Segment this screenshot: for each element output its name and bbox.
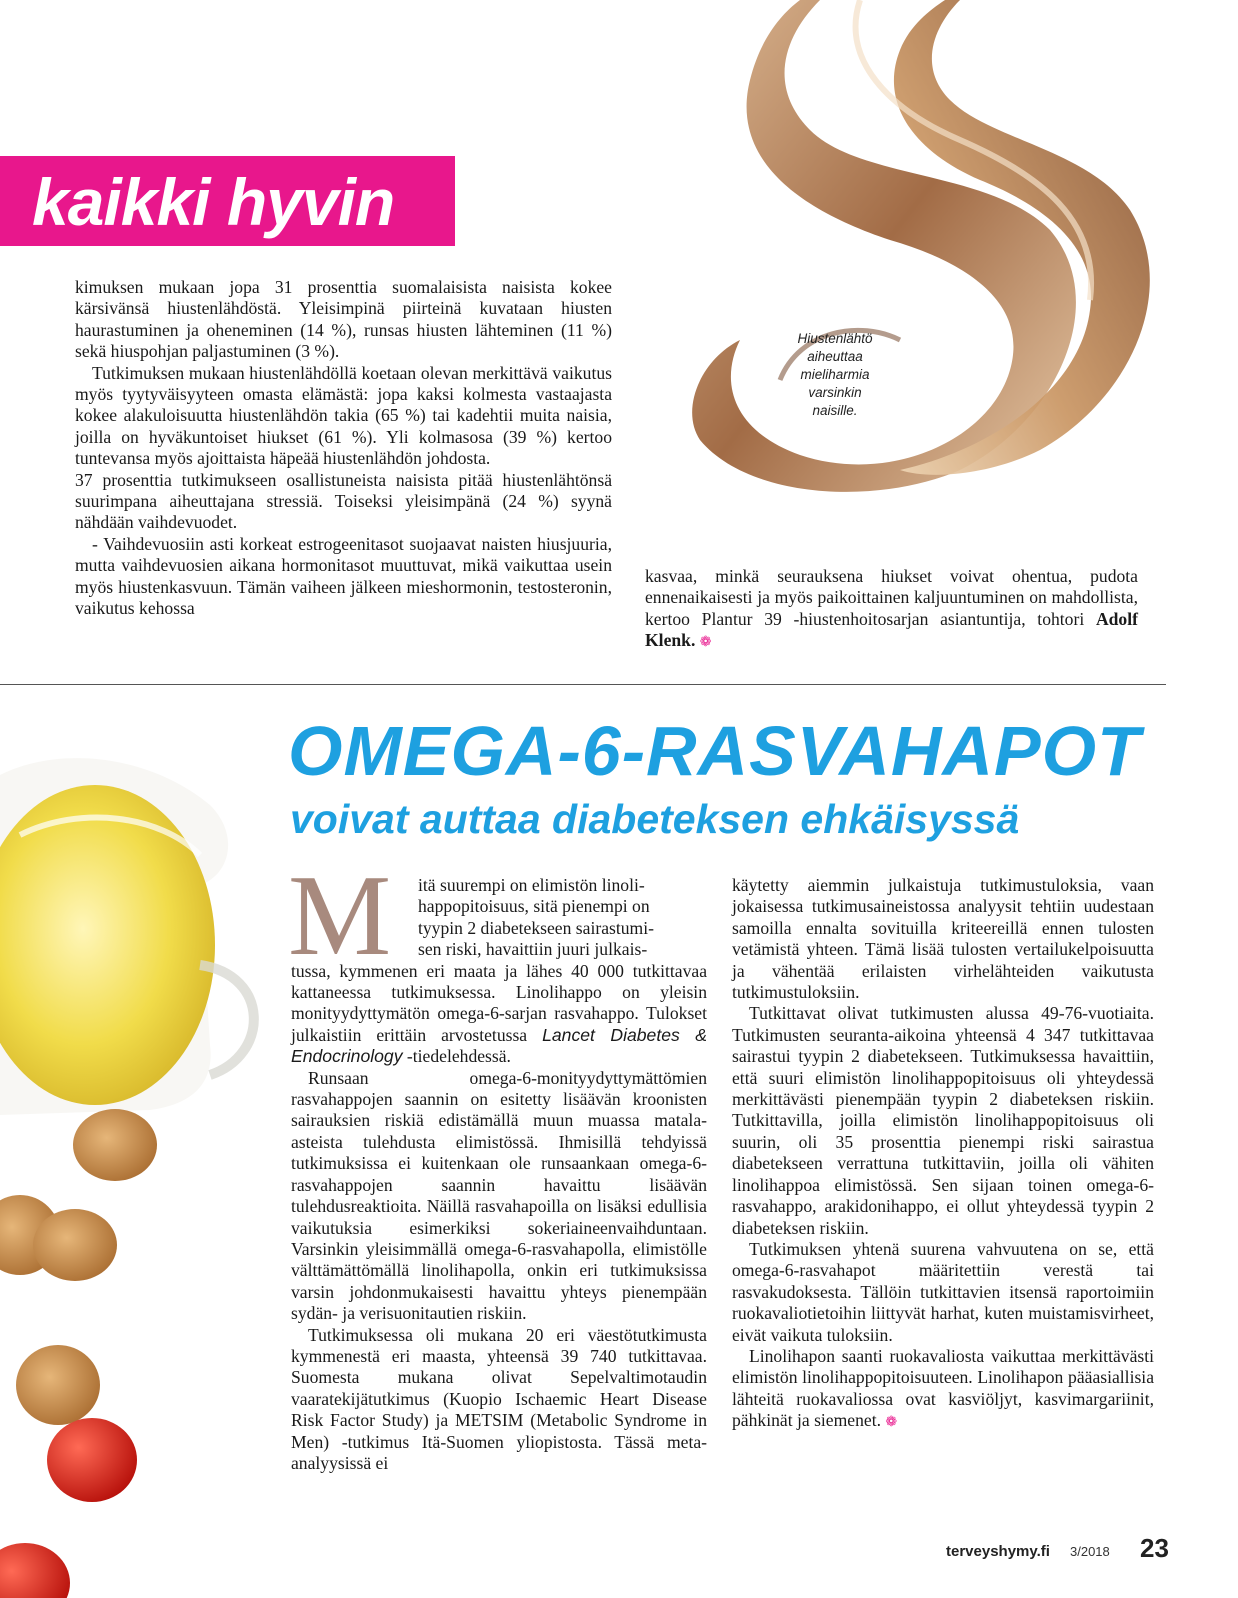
- paragraph-text: Linolihapon saanti ruokavaliosta vaikuttaa merkittävästi elimistön linolihappopitoisuuteen. Linolihapon pääasiallisia lähteitä ruokavaliossa ovat kasviöljyt, kasvimargariinit, pähkinät ja siemenet.: [732, 1345, 1154, 1431]
- footer-site: terveyshymy.fi: [946, 1543, 1050, 1560]
- paragraph: kimuksen mukaan jopa 31 prosenttia suomalaisista naisista kokee kärsivänsä hiustenlähdöstä. Yleisimpinä piirteinä kuvataan hiusten haurastuminen ja oheneminen (14 %), runsas hiusten lähteminen (11 %) sekä hiuspohjan paljastuminen (3 %).: [75, 277, 612, 362]
- drop-cap: M: [288, 852, 392, 980]
- article-subheadline: voivat auttaa diabeteksen ehkäisyssä: [290, 796, 1020, 842]
- paragraph: [291, 961, 707, 1068]
- caption-line: naisille.: [812, 403, 858, 418]
- paragraph: 37 prosenttia tutkimukseen osallistuneista naisista pitää hiustenlähtönsä suurimpana aiheuttajana stressiä. Toiseksi yleisimpänä (24 %) syynä nähdään vaihdevuodet.: [75, 469, 612, 533]
- caption-line: varsinkin: [808, 385, 862, 400]
- caption-line: mieliharmia: [800, 367, 870, 382]
- intro-line: sen riski, havaittiin juuri julkais-: [418, 939, 648, 960]
- page-number: 23: [1140, 1533, 1169, 1563]
- section-tag: [0, 156, 455, 246]
- intro-line: happopitoisuus, sitä pienempi on: [418, 896, 650, 917]
- caption-line: aiheuttaa: [807, 349, 863, 364]
- hair-caption: [770, 330, 900, 420]
- footer-issue: 3/2018: [1070, 1544, 1110, 1559]
- oil-jug-photo: [0, 745, 270, 1598]
- expert-name: Adolf Klenk.: [645, 608, 1138, 651]
- intro-line: tyypin 2 diabetekseen sairastumi-: [418, 917, 654, 938]
- paragraph-text: tussa, kymmenen eri maata ja lähes 40 000 tutkittavaa kattaneessa tutkimuksessa. Linolihappo on yleisin monityydyttymätön omega-6-sarjan rasvahappo. Tulokset julkaistiin erittäin arvostetussa: [291, 960, 707, 1045]
- paragraph: [645, 566, 1138, 654]
- article1-column-2: [645, 566, 1138, 654]
- intro-lines: [291, 875, 707, 961]
- end-mark-icon: ❁: [699, 635, 712, 651]
- journal-suffix: -tiedelehdessä.: [402, 1046, 511, 1067]
- paragraph: Tutkimuksen mukaan hiustenlähdöllä koetaan olevan merkittävä vaikutus myös tyytyväisyyteen omasta elämästä: jopa kaksi kolmesta vastaajasta kokee alakuloisuutta hiustenlähdön takia (65 %) tai kadehtii muita naisia, joilla on hyväkuntoiset hiukset (61 %). Yli kolmasosa (39 %) kertoo tuntevansa myös ajoittaista häpeää hiustenlähdön johdosta.: [75, 362, 612, 469]
- intro-line: itä suurempi on elimistön linoli-: [418, 875, 645, 895]
- end-mark-icon: ❁: [885, 1415, 898, 1431]
- paragraph-text: kasvaa, minkä seurauksena hiukset voivat ohentua, pudota ennenaikaisesti ja myös paikoittainen kaljuuntuminen on mahdollista, kertoo Plantur 39 -hiustenhoitosarjan asiantuntija, tohtori: [645, 566, 1138, 629]
- article2-column-2: [732, 875, 1154, 1434]
- hair-photo: [660, 0, 1238, 540]
- paragraph: - Vaihdevuosiin asti korkeat estrogeenitasot suojaavat naisten hiusjuuria, mutta vaihdevuosien aikana hormonitasot muuttuvat, mikä vaikuttaa usein myös hiustenkasvuun. Tämän vaiheen jälkeen mieshormonin, testosteronin, vaikutus kehossa: [75, 533, 612, 619]
- paragraph: Tutkimuksessa oli mukana 20 eri väestötutkimusta kymmenestä eri maasta, yhteensä 39 740 tutkittavaa. Suomesta mukana olivat Sepelvaltimotaudin vaaratekijätutkimus (Kuopio Ischaemic Heart Disease Risk Factor Study) ja METSIM (Metabolic Syndrome in Men) -tutkimus Itä-Suomen yliopistosta. Tässä meta-analyysissä ei: [291, 1324, 707, 1473]
- paragraph: Runsaan omega-6-monityydyttymättömien rasvahappojen saannin on esitetty lisäävän kroonisten sairauksien riskiä edistämällä muun muassa matala-asteista tulehdusta elimistössä. Ihmisillä tehdyissä tutkimuksissa ei kuitenkaan ole runsaankaan omega-6-rasvahappojen saannin havaittu lisäävän tulehdusreaktioita. Näillä rasvahapoilla on lisäksi edullisia vaikutuksia esimerkiksi sokeriaineenvaihduntaan. Varsinkin yleisimmällä omega-6-rasvahapolla, elimistölle välttämättömällä linolihapolla, onkin eri tutkimuksissa varsin johdonmukaisesti havaittu yhteys pienempään sydän- ja verisuonitautien riskiin.: [291, 1067, 707, 1324]
- paragraph: Tutkimuksen yhtenä suurena vahvuutena on se, että omega-6-rasvahapot määritettiin verestä tai rasvakudoksesta. Tällöin tutkittavien itsensä raportoimiin ruokavaliotietoihin liittyvät harhat, kuten muistamisvirheet, eivät vaikuta tuloksiin.: [732, 1238, 1154, 1345]
- paragraph: Tutkittavat olivat tutkimusten alussa 49-76-vuotiaita. Tutkimusten seuranta-aikoina yhteensä 4 347 tutkittavaa sairastui tyypin 2 diabetekseen. Tutkimuksessa havaittiin, että suuri elimistön linolihappopitoisuus oli yhteydessä merkittävästi pienempään tyypin 2 diabeteksen riskiin. Tutkittavilla, joilla elimistön linolihappopitoisuus oli suurin, oli 35 prosenttia pienempi riski sairastua diabetekseen verrattuna tutkittaviin, joilla oli vähiten linolihappoa elimistössä. Sen sijaan toinen omega-6-rasvahappo, arakidonihappo, ei ollut yhteydessä tyypin 2 diabeteksen riskiin.: [732, 1003, 1154, 1238]
- paragraph: [732, 1346, 1154, 1434]
- paragraph: käytetty aiemmin julkaistuja tutkimustuloksia, vaan jokaisessa tutkimusaineistossa analyysit tehtiin uudestaan samoilla ennalta sovituilla kriteereillä ennen tulosten vetämistä yhteen. Tämä lisää tulosten vertailukelpoisuutta ja vähentää erilaisten virhelähteiden vaikutusta tutkimustuloksiin.: [732, 875, 1154, 1003]
- article2-column-1: [291, 875, 707, 1474]
- section-divider: [0, 684, 1166, 685]
- section-tag-label: kaikki hyvin: [32, 165, 395, 239]
- journal-name: Lancet Diabetes & Endocrinology: [291, 1024, 707, 1067]
- article1-column-1: [75, 277, 612, 620]
- article-headline: OMEGA-6-RASVAHAPOT: [288, 712, 1141, 790]
- caption-line: Hiustenlähtö: [797, 331, 873, 346]
